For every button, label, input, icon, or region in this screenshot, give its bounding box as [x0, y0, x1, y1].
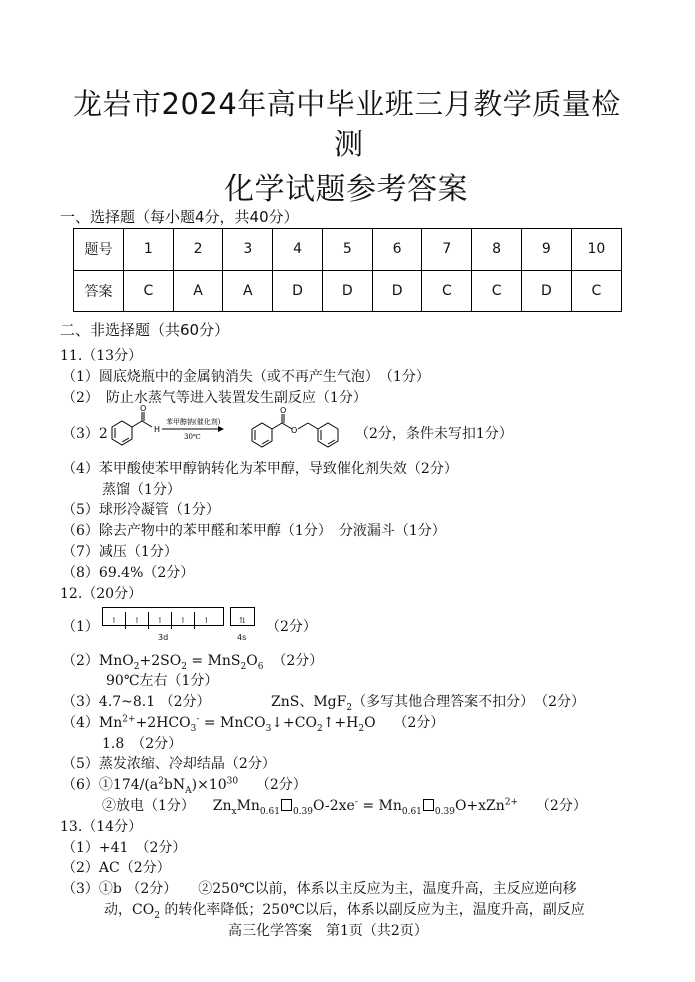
table-cell: A	[173, 270, 223, 312]
q11-answer-3-score: （2分，条件未写扣1分）	[355, 426, 513, 442]
q12-answer-6b: ②放电（1分） $Zn_xMn_{0.61}$ $_{0.39}O-2xe^- = Mn_{0.61}$ $_{0.39}$O+xZn$^{2+}$ （2分）	[102, 797, 587, 817]
table-cell: C	[571, 270, 621, 312]
q12-answer-3: （3）4.7~8.1 （2分） ZnS、MgF$_2$（多写其他合理答案不扣分） （2分）	[62, 694, 585, 713]
table-row-answers	[74, 270, 622, 312]
table-row-numbers	[74, 229, 622, 271]
table-cell: D	[322, 270, 372, 312]
svg-text:O: O	[140, 405, 147, 413]
table-cell: 1	[123, 229, 173, 271]
label-4s: 4s	[237, 633, 247, 642]
reaction-temperature: 30℃	[184, 433, 201, 441]
table-cell: 2	[173, 229, 223, 271]
table-cell: 7	[422, 229, 472, 271]
section2-heading: 二、非选择题（共60分）	[60, 321, 230, 339]
q11-title: 11.（13分）	[60, 348, 143, 364]
table-cell: 5	[322, 229, 372, 271]
q13-answer-1: （1）+41 （2分）	[62, 840, 187, 856]
table-cell: D	[521, 270, 571, 312]
q12-answer-4: $(4)Mn^{2+}+2HCO_3^-$ = $MnCO_3↓+CO_2↑+H_2O$ （2分）	[62, 714, 445, 734]
table-cell: 6	[372, 229, 422, 271]
q11-answer-2: （2） 防止水蒸气等进入装置发生副反应（1分）	[62, 390, 367, 406]
q11-answer-7: （7）减压（1分）	[62, 544, 178, 560]
q12-title: 12.（20分）	[60, 586, 143, 602]
q13-answer-2: （2）AC（2分）	[62, 860, 171, 876]
table-cell: 4	[273, 229, 323, 271]
table-cell: 3	[223, 229, 273, 271]
section1-heading: 一、选择题（每小题4分，共40分）	[60, 208, 299, 226]
table-cell: 9	[521, 229, 571, 271]
q12-answer-2b: 90℃左右（1分）	[106, 673, 219, 689]
q11-answer-5: （5）球形冷凝管（1分）	[62, 502, 220, 518]
table-cell-label: 题号	[74, 229, 124, 271]
table-cell: D	[372, 270, 422, 312]
q12-answer-6a: $(6)①174/(a^2bN_A)\times 10^{30}$ （2分）	[62, 776, 307, 796]
page-footer: 高三化学答案 第1页（共2页）	[228, 923, 428, 939]
table-cell: 10	[571, 229, 621, 271]
svg-text:O: O	[280, 406, 287, 415]
orbital-diagram-4s: ⇅	[230, 607, 255, 626]
table-cell: C	[422, 270, 472, 312]
svg-text:H: H	[154, 425, 161, 434]
q11-answer-6: （6）除去产物中的苯甲醛和苯甲醇（1分） 分液漏斗（1分）	[62, 523, 446, 539]
table-cell: D	[273, 270, 323, 312]
table-cell: 8	[472, 229, 522, 271]
svg-text:O: O	[291, 426, 298, 435]
page-title-line1: 龙岩市2024年高中毕业班三月教学质量检	[73, 87, 621, 121]
label-3d: 3d	[158, 633, 169, 642]
q11-answer-8: （8）69.4%（2分）	[62, 565, 195, 581]
q13-answer-3a: （3）①b （2分） ②250℃以前，体系以主反应为主，温度升高，主反应逆向移	[62, 881, 577, 897]
q12-answer-2: $(2)MnO_2+2SO_2 = MnS_2O_6$ （2分）	[62, 653, 324, 672]
q13-answer-3b: 动，$CO_2$ 的转化率降低；250℃以后，体系以副反应为主，温度升高，副反应	[104, 902, 585, 921]
table-cell-label: 答案	[74, 270, 124, 312]
answer-table	[73, 228, 622, 312]
table-cell: C	[472, 270, 522, 312]
q12-answer-5: （5）蒸发浓缩、冷却结晶（2分）	[62, 756, 276, 772]
q11-answer-1: （1）圆底烧瓶中的金属钠消失（或不再产生气泡） （1分）	[62, 369, 430, 385]
q11-answer-3-prefix: （3）2	[62, 426, 108, 442]
q12-answer-1-score: （2分）	[266, 619, 317, 635]
reaction-condition: 苯甲醇钠(催化剂)	[166, 418, 221, 426]
q12-answer-4b: 1.8 （2分）	[102, 736, 183, 752]
q11-answer-4b: 蒸馏（1分）	[102, 482, 181, 498]
page-title-line2: 测	[334, 127, 364, 161]
orbital-diagram-3d: ↿ ↿ ↿ ↿ ↿	[102, 607, 224, 626]
table-cell: C	[123, 270, 173, 312]
table-cell: A	[223, 270, 273, 312]
page-subtitle: 化学试题参考答案	[224, 172, 468, 207]
q11-answer-4a: （4）苯甲酸使苯甲醇钠转化为苯甲醇，导致催化剂失效（2分）	[62, 461, 458, 477]
q13-title: 13.（14分）	[60, 819, 143, 835]
benzaldehyde-structure	[112, 412, 152, 445]
reaction-scheme	[100, 405, 355, 450]
q12-answer-1-prefix: （1）	[62, 619, 99, 635]
